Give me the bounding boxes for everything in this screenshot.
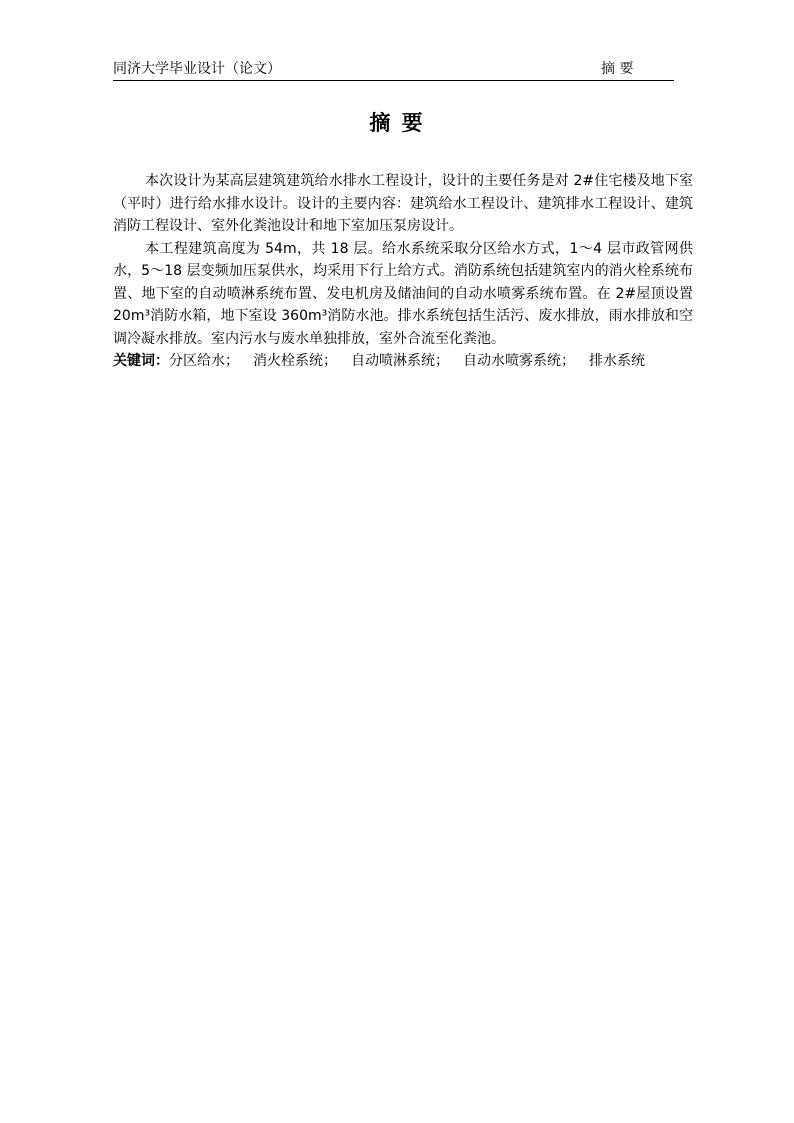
abstract-paragraph-1: 本次设计为某高层建筑建筑给水排水工程设计，设计的主要任务是对 2#住宅楼及地下室（平时）进行给水排水设计。设计的主要内容：建筑给水工程设计、建筑排水工程设计、建筑消防工程设计、室外化粪池设计和地下室加压泵房设计。: [113, 173, 693, 234]
header-section-title: 摘 要: [601, 61, 634, 77]
keywords-line: [113, 350, 693, 373]
header-university-title: 同济大学毕业设计（论文）: [113, 61, 281, 77]
keyword-item: 分区给水: [169, 353, 225, 369]
keyword-item: 自动喷淋系统: [351, 353, 435, 369]
keywords-label: 关键词：: [113, 353, 169, 369]
page-header: [113, 58, 674, 81]
abstract-paragraph-2: 本工程建筑高度为 54m，共 18 层。给水系统采取分区给水方式，1～4 层市政管网供水，5～18 层变频加压泵供水，均采用下行上给方式。消防系统包括建筑室内的消火栓系统布置、地下室的自动喷淋系统布置、发电机房及储油间的自动水喷雾系统布置。在 2#屋顶设置 20m³消防水箱，地下室设 360m³消防水池。排水系统包括生活污、废水排放，雨水排放和空调冷凝水排放。室内污水与废水单独排放，室外合流至化粪池。: [113, 240, 693, 347]
keyword-separator: ；: [323, 353, 337, 369]
keyword-item: 自动水喷雾系统: [463, 353, 561, 369]
page-title: 摘 要: [369, 111, 425, 135]
abstract-body: [113, 170, 693, 373]
keyword-item: 消火栓系统: [253, 353, 323, 369]
keyword-separator: ；: [435, 353, 449, 369]
keyword-separator: ；: [225, 353, 239, 369]
keyword-separator: ；: [561, 353, 575, 369]
keyword-item: 排水系统: [589, 353, 645, 369]
